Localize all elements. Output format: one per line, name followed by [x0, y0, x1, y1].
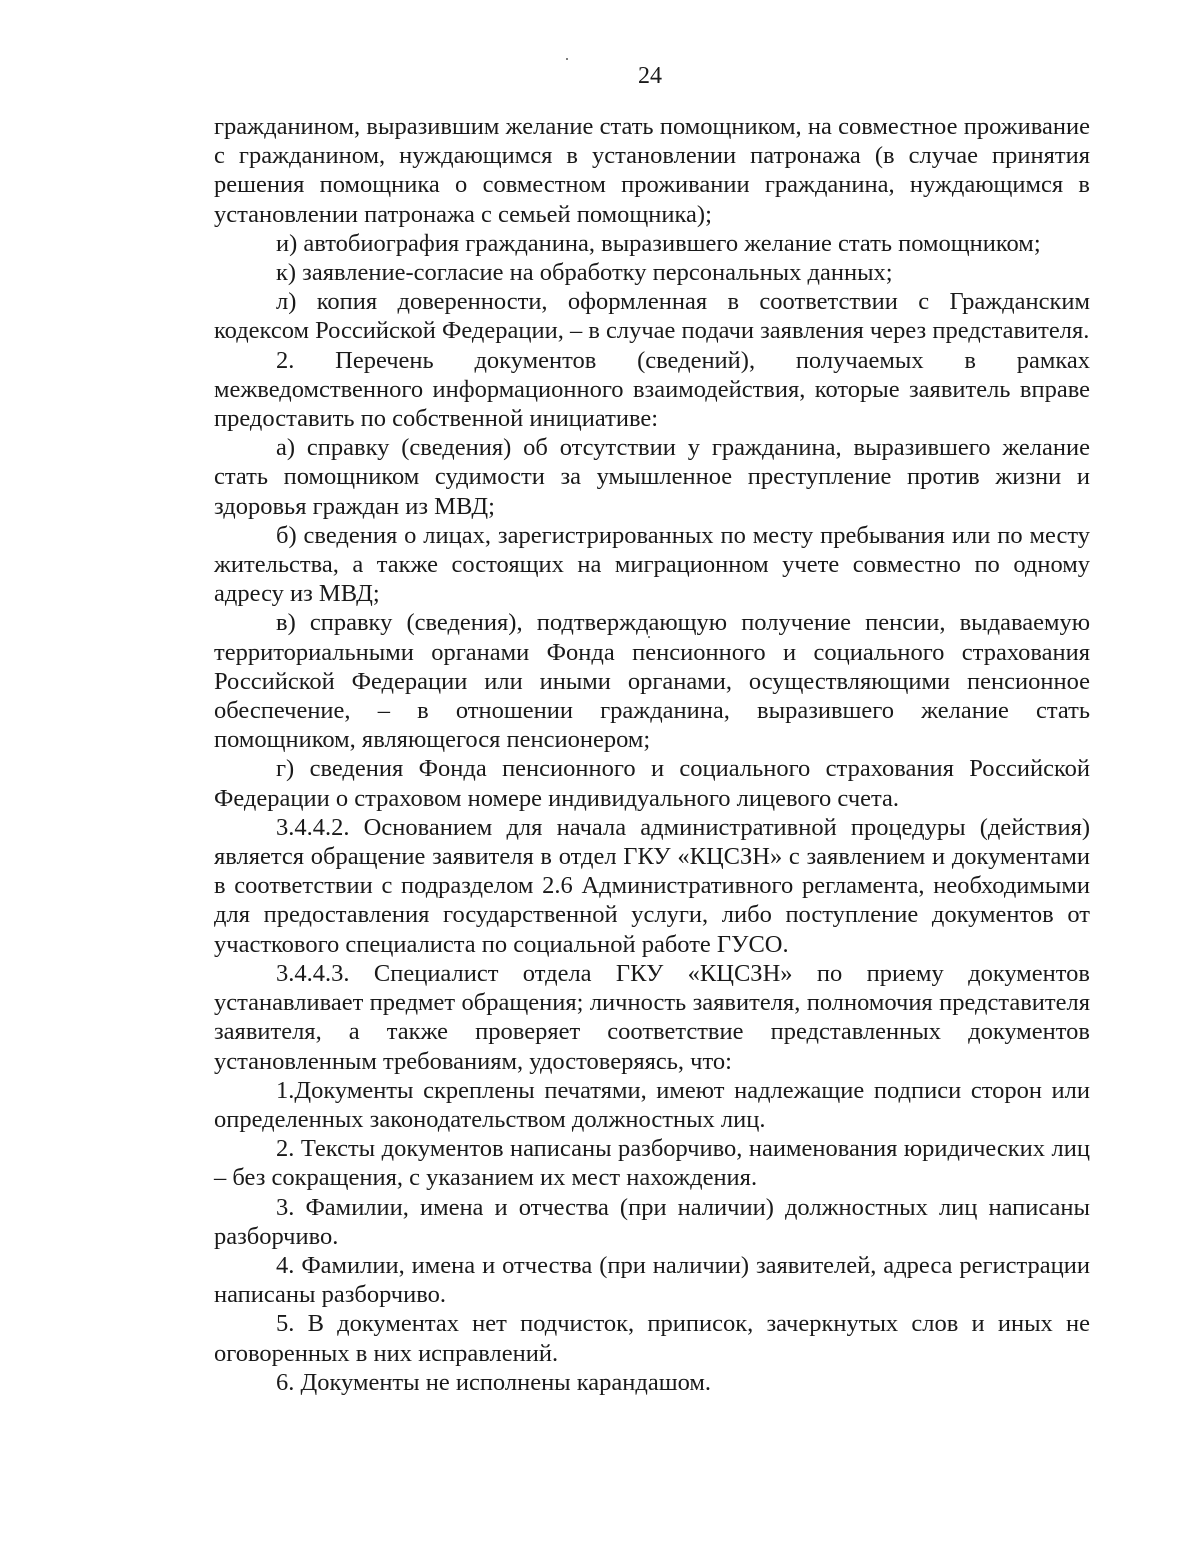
- scan-speck: [566, 58, 568, 60]
- paragraph: 3.4.4.3. Специалист отдела ГКУ «КЦСЗН» по приему документов устанавливает предмет обращения; личность заявителя, полномочия представителя заявителя, а также проверяет соответствие представленных документов установленным требованиям, удостоверяясь, что:: [214, 959, 1090, 1075]
- paragraph: 3. Фамилии, имена и отчества (при наличии) должностных лиц написаны разборчиво.: [214, 1193, 1090, 1250]
- paragraph: б) сведения о лицах, зарегистрированных по месту пребывания или по месту жительства, а также состоящих на миграционном учете совместно по одному адресу из МВД;: [214, 521, 1090, 608]
- paragraph: и) автобиография гражданина, выразившего желание стать помощником;: [276, 229, 1041, 257]
- paragraph: а) справку (сведения) об отсутствии у гражданина, выразившего желание стать помощником судимости за умышленное преступление против жизни и здоровья граждан из МВД;: [214, 434, 1090, 520]
- page-number: 24: [638, 63, 662, 89]
- paragraph: 2. Перечень документов (сведений), получаемых в рамках межведомственного информационного взаимодействия, которые заявитель вправе предоставить по собственной инициативе:: [214, 346, 1090, 433]
- paragraph: 4. Фамилии, имена и отчества (при наличии) заявителей, адреса регистрации написаны разборчиво.: [214, 1251, 1090, 1309]
- paragraph: 5. В документах нет подчисток, приписок, зачеркнутых слов и иных не оговоренных в них исправлений.: [214, 1310, 1090, 1367]
- paragraph: г) сведения Фонда пенсионного и социального страхования Российской Федерации о страховом номере индивидуального лицевого счета.: [214, 755, 1090, 812]
- paragraph: гражданином, выразившим желание стать помощником, на совместное проживание с гражданином, нуждающимся в установлении патронажа (в случае принятия решения помощника о совместном проживании гражданина, нуждающимся в установлении патронажа с семьей помощника);: [214, 113, 1090, 228]
- scan-speck: [648, 636, 650, 638]
- paragraph: л) копия доверенности, оформленная в соответствии с Гражданским кодексом Российской Федерации, – в случае подачи заявления через представителя.: [214, 288, 1090, 345]
- paragraph: в) справку (сведения), подтверждающую получение пенсии, выдаваемую территориальными органами Фонда пенсионного и социального страхования Российской Федерации или иными органами, осуществляющими пенсионное обеспечение, – в отношении гражданина, выразившего желание стать помощником, являющегося пенсионером;: [214, 609, 1090, 754]
- document-body: [214, 112, 1090, 1397]
- paragraph: 6. Документы не исполнены карандашом.: [276, 1368, 712, 1396]
- paragraph: 3.4.4.2. Основанием для начала административной процедуры (действия) является обращение заявителя в отдел ГКУ «КЦСЗН» с заявлением и документами в соответствии с подразделом 2.6 Административного регламента, необходимыми для предоставления государственной услуги, либо поступление документов от участкового специалиста по социальной работе ГУСО.: [214, 813, 1090, 958]
- paragraph: 1.Документы скреплены печатями, имеют надлежащие подписи сторон или определенных законодательством должностных лиц.: [214, 1076, 1090, 1133]
- paragraph: к) заявление-согласие на обработку персональных данных;: [276, 259, 893, 287]
- paragraph: 2. Тексты документов написаны разборчиво, наименования юридических лиц – без сокращения, с указанием их мест нахождения.: [214, 1135, 1090, 1192]
